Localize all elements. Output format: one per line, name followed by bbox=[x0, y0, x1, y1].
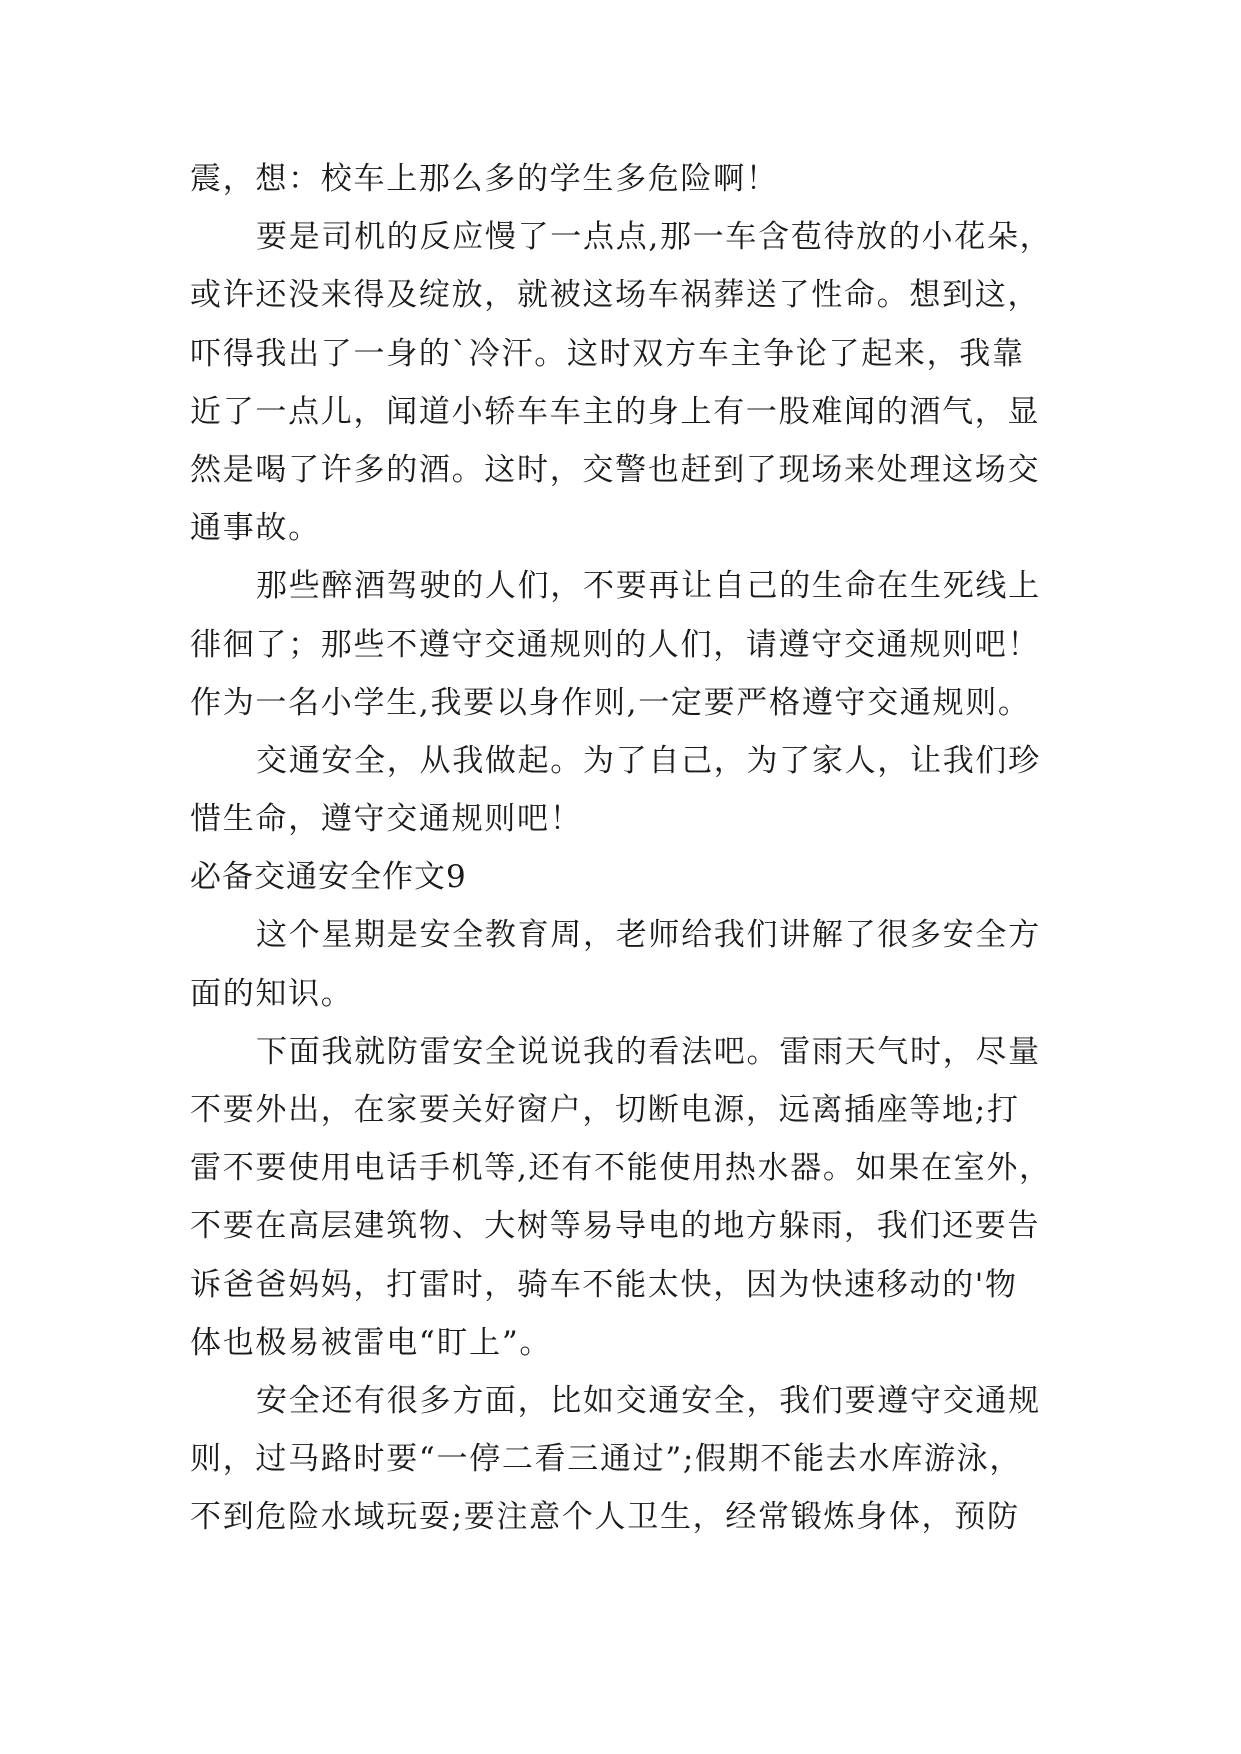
text-line: 要是司机的反应慢了一点点,那一车含苞待放的小花朵， bbox=[256, 219, 1053, 256]
text-line: 不到危险水域玩耍;要注意个人卫生，经常锻炼身体，预防 bbox=[190, 1499, 1020, 1536]
section-heading: 必备交通安全作文9 bbox=[190, 859, 467, 896]
text-line: 不要在高层建筑物、大树等易导电的地方躲雨，我们还要告 bbox=[190, 1208, 1041, 1245]
text-line: 或许还没来得及绽放，就被这场车祸葬送了性命。想到这， bbox=[190, 277, 1041, 314]
text-line: 徘徊了；那些不遵守交通规则的人们，请遵守交通规则吧！ bbox=[190, 626, 1041, 663]
text-line: 惜生命，遵守交通规则吧！ bbox=[190, 801, 583, 838]
text-line: 通事故。 bbox=[190, 510, 321, 547]
text-line: 作为一名小学生,我要以身作则,一定要严格遵守交通规则。 bbox=[190, 684, 1031, 721]
text-line: 交通安全，从我做起。为了自己，为了家人，让我们珍 bbox=[256, 742, 1041, 779]
text-line: 诉爸爸妈妈，打雷时，骑车不能太快，因为快速移动的'物 bbox=[190, 1266, 1018, 1303]
text-line: 安全还有很多方面，比如交通安全，我们要遵守交通规 bbox=[256, 1382, 1041, 1419]
text-line: 体也极易被雷电“盯上”。 bbox=[190, 1324, 553, 1361]
essay-body bbox=[190, 150, 1075, 1547]
text-line: 这个星期是安全教育周，老师给我们讲解了很多安全方 bbox=[256, 917, 1041, 954]
text-line: 吓得我出了一身的`冷汗。这时双方车主争论了起来，我靠 bbox=[190, 335, 1025, 372]
text-line: 下面我就防雷安全说说我的看法吧。雷雨天气时，尽量 bbox=[256, 1033, 1041, 1070]
text-line: 近了一点儿，闻道小轿车车主的身上有一股难闻的酒气，显 bbox=[190, 393, 1041, 430]
text-line: 则，过马路时要“一停二看三通过”;假期不能去水库游泳， bbox=[190, 1441, 1023, 1478]
text-line: 震，想：校车上那么多的学生多危险啊！ bbox=[190, 161, 779, 197]
text-line: 然是喝了许多的酒。这时，交警也赶到了现场来处理这场交 bbox=[190, 451, 1041, 488]
text-line: 不要外出，在家要关好窗户，切断电源，远离插座等地;打 bbox=[190, 1092, 1020, 1128]
text-line: 那些醉酒驾驶的人们，不要再让自己的生命在生死线上 bbox=[256, 568, 1041, 605]
text-line: 雷不要使用电话手机等,还有不能使用热水器。如果在室外， bbox=[190, 1150, 1052, 1187]
text-line: 面的知识。 bbox=[190, 975, 354, 1012]
